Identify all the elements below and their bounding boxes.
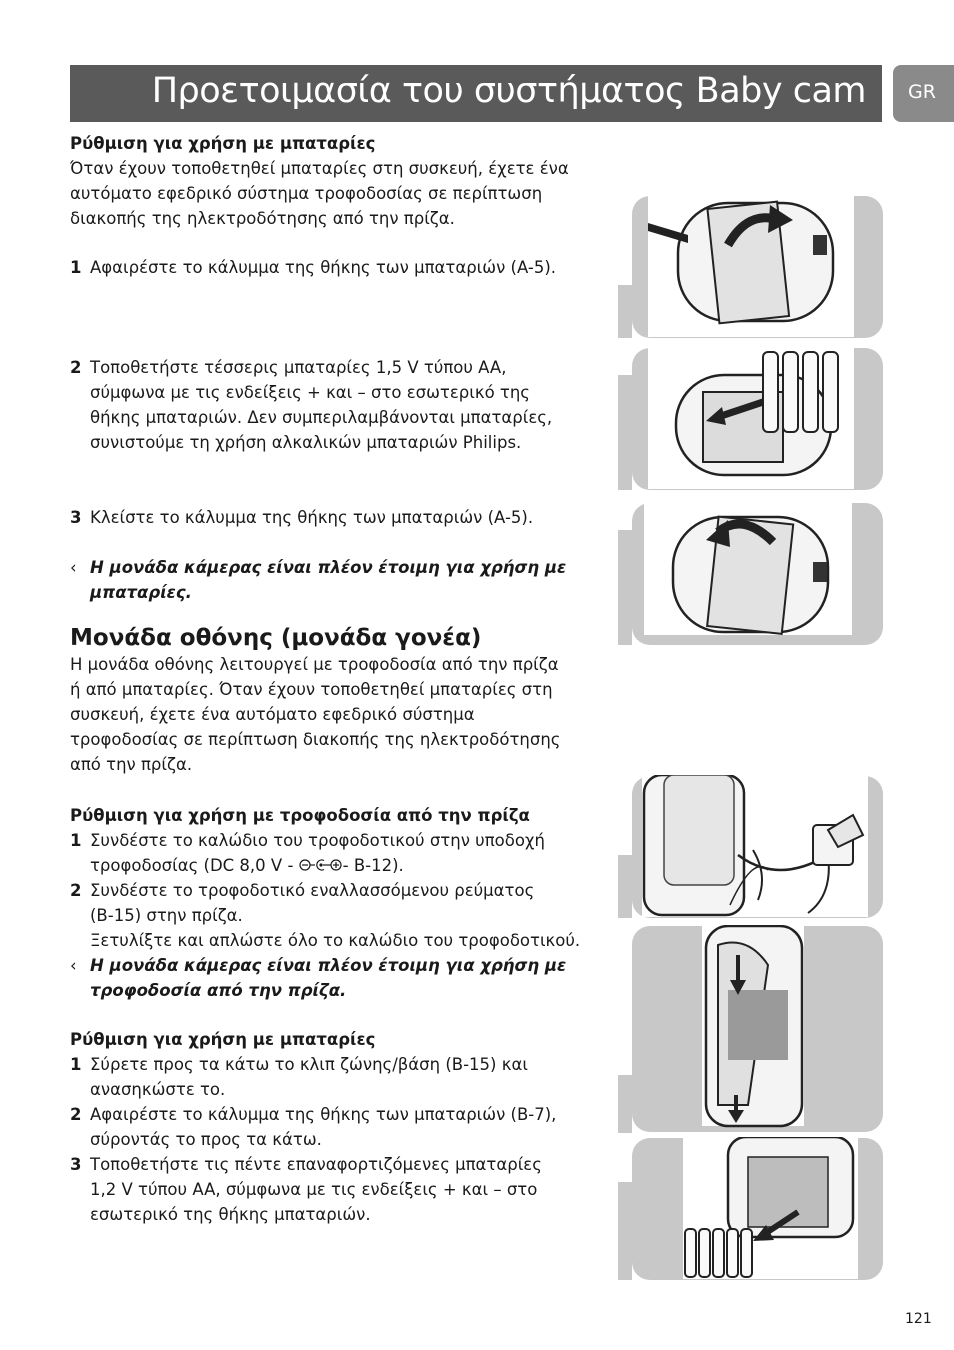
step-line: (B-15) στην πρίζα. (90, 906, 243, 925)
step-number: 2 (70, 1105, 82, 1124)
step-3 (70, 505, 615, 530)
step-line: Συνδέστε το καλώδιο του τροφοδοτικού στην υποδοχή (90, 831, 545, 850)
intro-line: Η μονάδα οθόνης λειτουργεί με τροφοδοσία από την πρίζα (70, 655, 559, 674)
page-title: Προετοιμασία του συστήματος Baby cam (151, 71, 866, 111)
step-number: 3 (70, 1155, 82, 1174)
step-line: Τοποθετήστε τις πέντε επαναφορτιζόμενες μπαταρίες (90, 1155, 542, 1174)
section-heading: Ρύθμιση για χρήση με μπαταρίες (70, 134, 376, 153)
step-line: 1,2 V τύπου AA, σύμφωνα με τις ενδείξεις + και – στο (90, 1180, 538, 1199)
step-2 (70, 355, 615, 455)
step-line: Σύρετε προς τα κάτω το κλιπ ζώνης/βάση (B-15) και (90, 1055, 528, 1074)
result-marker: ‹ (70, 558, 77, 577)
step-text: Αφαιρέστε το κάλυμμα της θήκης των μπαταριών (A-5). (90, 258, 557, 277)
intro-line: ή από μπαταρίες. Όταν έχουν τοποθετηθεί μπαταρίες στη (70, 680, 553, 699)
battery-setup-section (70, 131, 615, 231)
result-line: τροφοδοσία από την πρίζα. (90, 981, 347, 1000)
result-line: Η μονάδα κάμερας είναι πλέον έτοιμη για χρήση με (90, 558, 567, 577)
step-line: σύμφωνα με τις ενδείξεις + και – στο εσωτερικό της (90, 383, 530, 402)
illustration-remove-clip (618, 925, 883, 1133)
step-text: τροφοδοσίας (DC 8,0 V - (90, 856, 299, 875)
step-line: σύροντάς το προς τα κάτω. (90, 1130, 322, 1149)
step-line: ανασηκώστε το. (90, 1080, 226, 1099)
language-tab-label: GR (908, 81, 936, 103)
section-title: Μονάδα οθόνης (μονάδα γονέα) (70, 625, 482, 651)
mains-section (70, 803, 630, 1003)
monitor-unit-section (70, 624, 615, 777)
illustration-insert-batteries (618, 347, 883, 490)
step-line: Τοποθετήστε τέσσερις μπαταρίες 1,5 V τύπου AA, (90, 358, 507, 377)
subsection-heading: Ρύθμιση για χρήση με μπαταρίες (70, 1030, 376, 1049)
step-line (90, 853, 630, 878)
step-number: 2 (70, 358, 82, 377)
monitor-battery-section (70, 1027, 615, 1227)
step-text: - B-12). (342, 856, 404, 875)
step-line: θήκης μπαταριών. Δεν συμπεριλαμβάνονται μπαταρίες, (90, 408, 553, 427)
result-line: Η μονάδα κάμερας είναι πλέον έτοιμη για χρήση με (90, 956, 567, 975)
intro-line: Όταν έχουν τοποθετηθεί μπαταρίες στη συσκευή, έχετε ένα (70, 159, 569, 178)
step-number: 3 (70, 508, 82, 527)
intro-line: διακοπής της ηλεκτροδότησης από την πρίζα. (70, 209, 455, 228)
illustration-connect-adapter (618, 775, 883, 918)
intro-line: από την πρίζα. (70, 755, 193, 774)
step-number: 2 (70, 881, 82, 900)
step-line: Ξετυλίξτε και απλώστε όλο το καλώδιο του τροφοδοτικού. (90, 931, 581, 950)
step-1 (70, 255, 615, 280)
page-header (70, 65, 882, 122)
result-line: μπαταρίες. (90, 583, 192, 602)
step-number: 1 (70, 831, 82, 850)
step-number: 1 (70, 1055, 82, 1074)
step-line: Αφαιρέστε το κάλυμμα της θήκης των μπαταριών (B-7), (90, 1105, 557, 1124)
intro-line: συσκευή, έχετε ένα αυτόματο εφεδρικό σύστημα (70, 705, 475, 724)
step-text: Κλείστε το κάλυμμα της θήκης των μπαταριών (A-5). (90, 508, 534, 527)
illustration-remove-cover (618, 195, 883, 338)
page-number: 121 (905, 1311, 932, 1327)
step-line: εσωτερικό της θήκης μπαταριών. (90, 1205, 371, 1224)
illustration-close-cover (618, 502, 883, 645)
illustration-insert-rechargeable-batteries (618, 1137, 883, 1280)
language-tab (893, 65, 954, 122)
step-line: Συνδέστε το τροφοδοτικό εναλλασσόμενου ρεύματος (90, 881, 535, 900)
intro-line: τροφοδοσίας σε περίπτωση διακοπής της ηλεκτροδότησης (70, 730, 561, 749)
step-number: 1 (70, 258, 82, 277)
polarity-symbol-icon (299, 858, 343, 872)
step-line: συνιστούμε τη χρήση αλκαλικών μπαταριών Philips. (90, 433, 522, 452)
result-marker: ‹ (70, 956, 77, 975)
intro-line: αυτόματο εφεδρικό σύστημα τροφοδοσίας σε περίπτωση (70, 184, 543, 203)
subsection-heading: Ρύθμιση για χρήση με τροφοδοσία από την πρίζα (70, 806, 530, 825)
result-note (70, 555, 615, 605)
